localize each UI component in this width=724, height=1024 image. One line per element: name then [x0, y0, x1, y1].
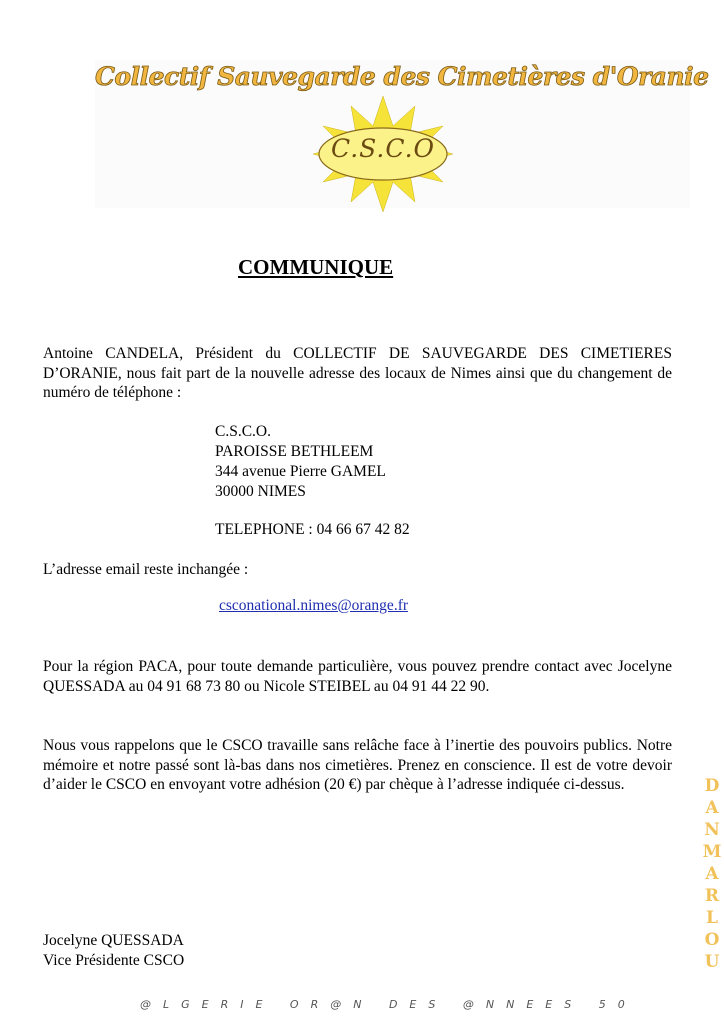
paca-paragraph: Pour la région PACA, pour toute demande particulière, vous pouvez prendre contact avec Jocelyne QUESSADA au 04 91 68 73 80 ou Nicole STEIBEL au 04 91 44 22 90.	[43, 658, 672, 695]
reminder-paragraph: Nous vous rappelons que le CSCO travaille sans relâche face à l’inertie des pouvoirs publics. Notre mémoire et notre passé sont là-bas dans nos cimetières. Prenez en conscience. Il est de votre devoir d’aider le CSCO en envoyant votre adhésion (20 €) par chèque à l’adresse indiquée ci-dessus.	[43, 737, 672, 793]
address-line: 344 avenue Pierre GAMEL	[215, 463, 386, 480]
telephone-line: TELEPHONE : 04 66 67 42 82	[215, 521, 410, 538]
email-intro: L’adresse email reste inchangée :	[43, 561, 249, 578]
signature-name: Jocelyne QUESSADA	[43, 932, 184, 949]
signature-block	[43, 931, 184, 971]
footer-watermark: @LGERIE OR@N DES @NNEES 50	[140, 998, 637, 1011]
email-link[interactable]: csconational.nimes@orange.fr	[219, 597, 409, 614]
address-line: 30000 NIMES	[215, 483, 306, 500]
logo-text: C.S.C.O	[330, 134, 436, 163]
document-title: COMMUNIQUE	[238, 255, 394, 279]
postal-address	[215, 422, 386, 502]
address-line: PAROISSE BETHLEEM	[215, 443, 374, 460]
intro-paragraph: Antoine CANDELA, Président du COLLECTIF DE SAUVEGARDE DES CIMETIERES D’ORANIE, nous fait part de la nouvelle adresse des locaux de Nimes ainsi que du changement de numéro de téléphone :	[43, 345, 672, 401]
signature-role: Vice Présidente CSCO	[43, 952, 185, 969]
organization-title: Collectif Sauvegarde des Cimetières d'Oranie	[95, 62, 709, 91]
address-line: C.S.C.O.	[215, 423, 271, 440]
vertical-watermark: DANMARLOU	[702, 776, 722, 974]
